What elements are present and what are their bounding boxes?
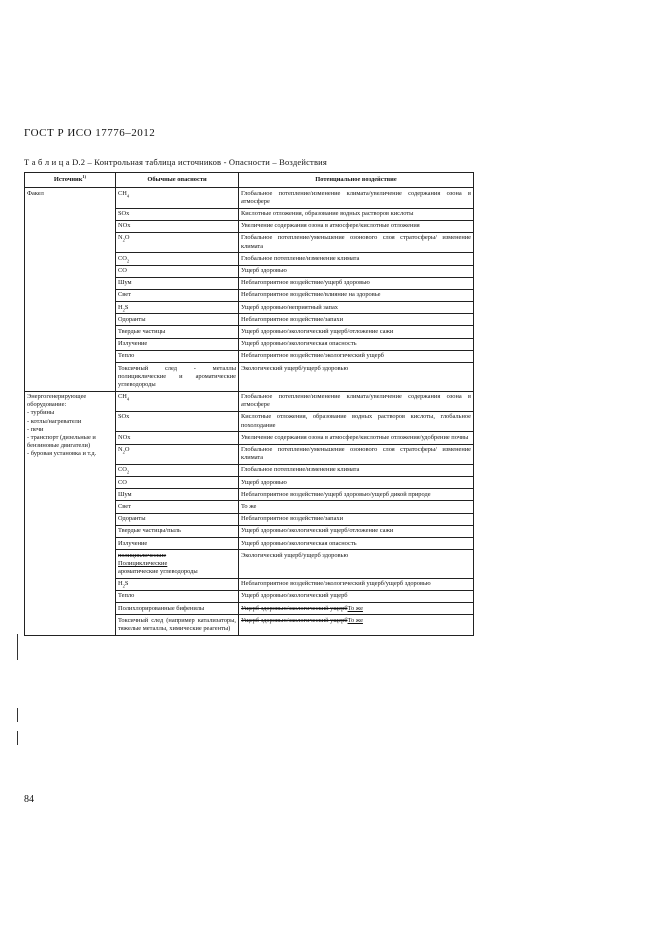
hazard-cell: $H_2S$ xyxy=(116,302,239,314)
hazard-cell: $H_2S$ xyxy=(116,578,239,590)
source-cell: Факел xyxy=(25,188,116,391)
hazard-cell: CO xyxy=(116,477,239,489)
impact-cell: Кислотные отложения, образование водных растворов кислоты xyxy=(239,208,474,220)
hazard-cell: Токсичный след - металлы полициклические и ароматические углеводороды xyxy=(116,363,239,392)
revision-mark xyxy=(17,634,18,660)
impact-cell: Неблагоприятное воздействие/запахи xyxy=(239,314,474,326)
impact-cell: Неблагоприятное воздействие/запахи xyxy=(239,513,474,525)
hazard-cell: SOx xyxy=(116,208,239,220)
inserted-text: То же xyxy=(347,616,363,624)
hazard-cell: $CO_2$ xyxy=(116,253,239,265)
hazard-cell: Тепло xyxy=(116,590,239,602)
hazard-cell: полициклические Полициклические ароматические углеводороды xyxy=(116,550,239,579)
impact-cell: То же xyxy=(239,501,474,513)
impact-cell: Кислотные отложения, образование водных растворов кислоты, глобальное похолодание xyxy=(239,411,474,431)
hazard-cell: Тепло xyxy=(116,350,239,362)
hazard-cell: Твердые частицы xyxy=(116,326,239,338)
hazard-cell: $N_2O$ xyxy=(116,444,239,464)
hazard-cell: Полихлорированные бифенилы xyxy=(116,603,239,615)
impact-cell: Экологический ущерб/ущерб здоровью xyxy=(239,363,474,392)
hazard-cell: Одоранты xyxy=(116,513,239,525)
hazard-cell: $CO_2$ xyxy=(116,464,239,476)
revision-mark xyxy=(17,708,18,722)
impact-cell: Ущерб здоровью/экологическая опасность xyxy=(239,338,474,350)
impact-cell: Неблагоприятное воздействие/влияние на здоровье xyxy=(239,289,474,301)
hazard-cell: $CH_4$ xyxy=(116,391,239,411)
inserted-text: То же xyxy=(347,604,363,612)
struck-text: Ущерб здоровью/экологический ущерб xyxy=(241,616,348,624)
hazard-cell: Токсичный след (например катализаторы, тяжелые металлы, химические реагенты) xyxy=(116,615,239,635)
impact-cell: Неблагоприятное воздействие/экологический ущерб xyxy=(239,350,474,362)
table-row xyxy=(25,188,474,208)
impact-cell: Ущерб здоровью/экологический ущерб/отложение сажи xyxy=(239,525,474,537)
impact-cell: Ущерб здоровью/экологический ущерб/отложение сажи xyxy=(239,326,474,338)
column-header-hazards: Обычные опасности xyxy=(116,173,239,188)
hazard-cell: $N_2O$ xyxy=(116,232,239,252)
hazard-cell: Шум xyxy=(116,489,239,501)
hazard-cell: $CH_4$ xyxy=(116,188,239,208)
impact-cell xyxy=(239,603,474,615)
hazard-cell: Излучение xyxy=(116,338,239,350)
table-caption: Т а б л и ц а D.2 – Контрольная таблица источников - Опасности – Воздействия xyxy=(24,157,328,167)
impact-cell: Ущерб здоровью/неприятный запах xyxy=(239,302,474,314)
table-header-row xyxy=(25,173,474,188)
document-header: ГОСТ Р ИСО 17776–2012 xyxy=(24,127,156,139)
struck-text: полициклические xyxy=(118,551,167,559)
impact-cell: Глобальное потепление/изменение климата xyxy=(239,464,474,476)
impact-cell: Ущерб здоровью/экологическая опасность xyxy=(239,538,474,550)
impact-cell xyxy=(239,615,474,635)
table-body xyxy=(25,188,474,636)
impact-cell: Глобальное потепление/изменение климата/увеличение содержания озона в атмосфере xyxy=(239,391,474,411)
impact-cell: Ущерб здоровью xyxy=(239,477,474,489)
source-cell: Энергогенерирующее оборудование: - турбины - котлы/нагреватели - печи - транспорт (дизельные и бензиновые двигатели) - буровая установка и т.д. xyxy=(25,391,116,635)
hazard-cell: Одоранты xyxy=(116,314,239,326)
hazard-cell: SOx xyxy=(116,411,239,431)
page-number: 84 xyxy=(24,794,34,805)
hazard-cell: Свет xyxy=(116,289,239,301)
hazard-cell: Шум xyxy=(116,277,239,289)
impact-cell: Экологический ущерб/ущерб здоровью xyxy=(239,550,474,579)
impact-cell: Неблагоприятное воздействие/ущерб здоровью xyxy=(239,277,474,289)
impact-cell: Неблагоприятное воздействие/экологический ущерб/ущерб здоровью xyxy=(239,578,474,590)
hazard-cell: NOx xyxy=(116,220,239,232)
hazard-cell: Твердые частицы/пыль xyxy=(116,525,239,537)
hazard-cell: Излучение xyxy=(116,538,239,550)
footnote-marker: 1) xyxy=(82,173,87,179)
impact-cell: Ущерб здоровью xyxy=(239,265,474,277)
impact-cell: Ущерб здоровью/экологический ущерб xyxy=(239,590,474,602)
impact-cell: Глобальное потепление/изменение климата/увеличение содержания озона в атмосфере xyxy=(239,188,474,208)
revision-mark xyxy=(17,731,18,745)
hazard-cell: NOx xyxy=(116,432,239,444)
impact-cell: Глобальное потепление/уменьшение озонового слоя стратосферы/ изменение климата xyxy=(239,444,474,464)
impact-cell: Глобальное потепление/уменьшение озонового слоя стратосферы/ изменение климата xyxy=(239,232,474,252)
column-header-source: Источник$^{1)}$ xyxy=(25,173,116,188)
impact-cell: Увеличение содержания озона в атмосфере/кислотные отложения/удобрение почвы xyxy=(239,432,474,444)
impact-cell: Неблагоприятное воздействие/ущерб здоровью/ущерб дикой природе xyxy=(239,489,474,501)
table-row xyxy=(25,391,474,411)
struck-text: Ущерб здоровью/экологический ущерб xyxy=(241,604,348,612)
impact-cell: Глобальное потепление/изменение климата xyxy=(239,253,474,265)
hazard-cell: Свет xyxy=(116,501,239,513)
column-header-impact: Потенциальное воздействие xyxy=(239,173,474,188)
checklist-table xyxy=(24,172,474,636)
hazard-cell: CO xyxy=(116,265,239,277)
impact-cell: Увеличение содержания озона в атмосфере/кислотные отложения xyxy=(239,220,474,232)
inserted-text: Полициклические xyxy=(118,559,168,567)
